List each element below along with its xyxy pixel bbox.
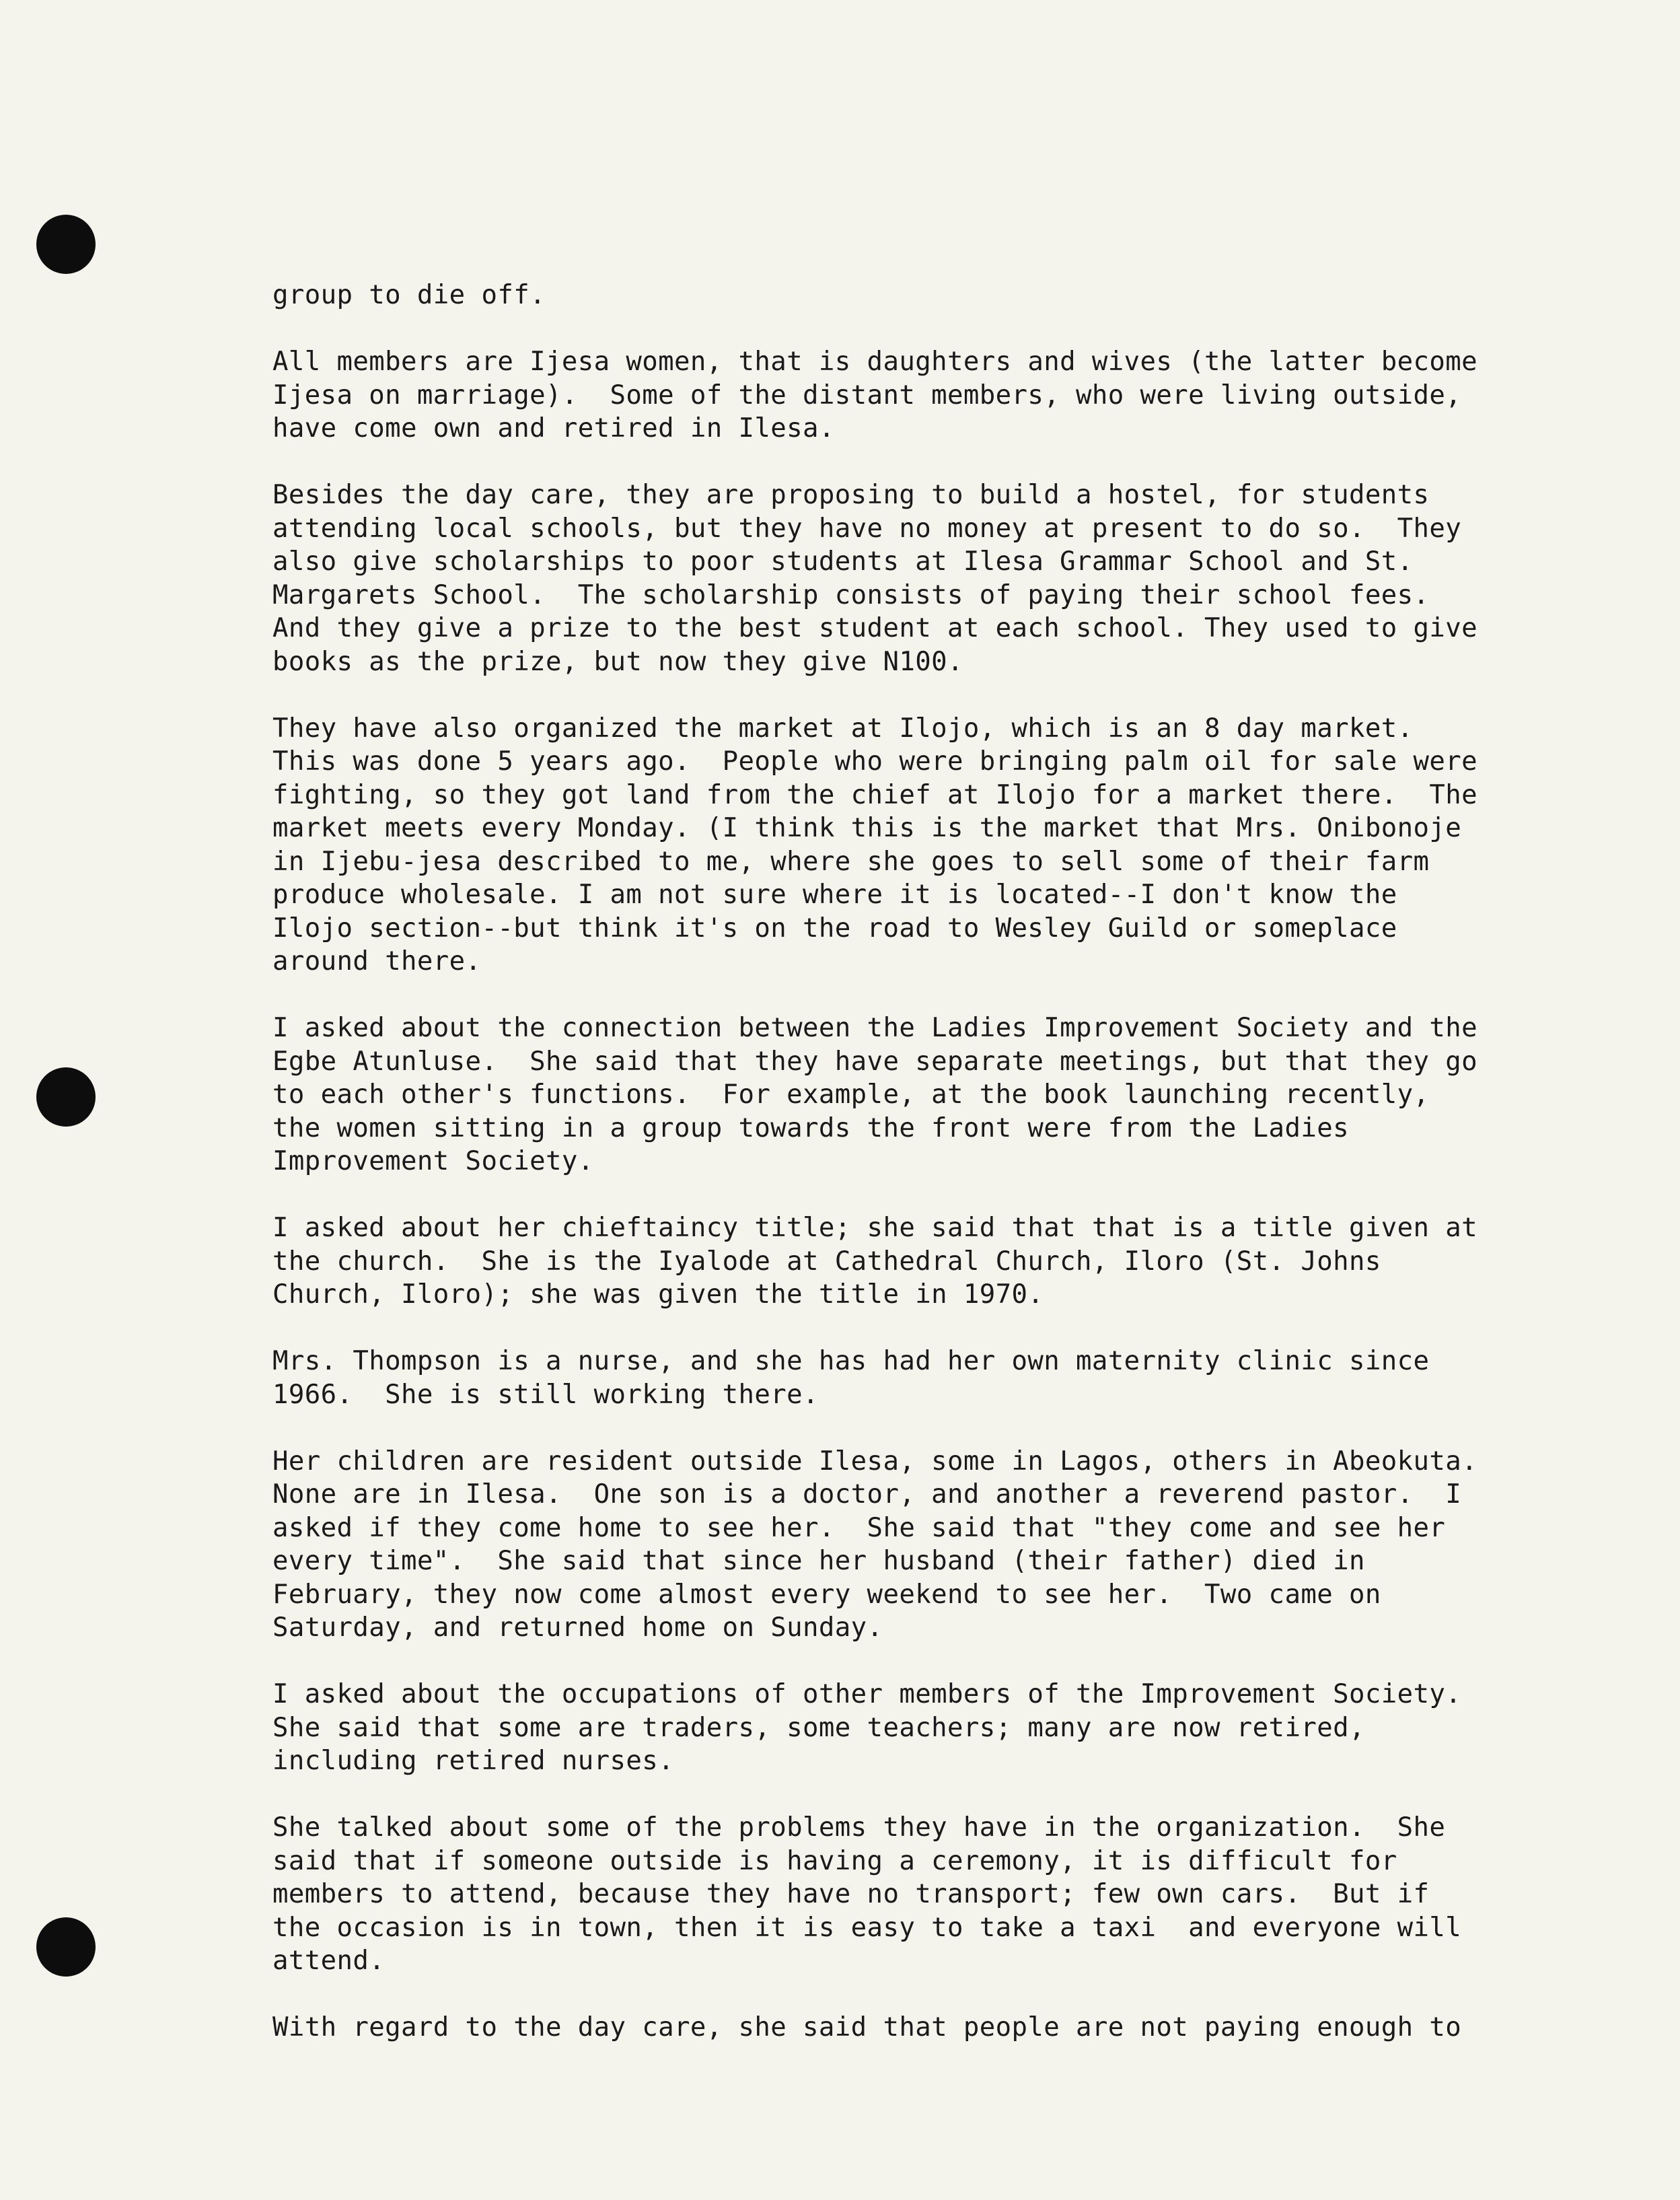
punch-hole-bottom	[36, 1917, 96, 1977]
paragraph-10: She talked about some of the problems they have in the organization. She said that if someone outside is having a ceremony, it is difficult for members to attend, because they have no transport; few own cars. But if the occasion is in town, then it is easy to take a taxi and everyone will attend.	[272, 1812, 1462, 1976]
paragraph-5: I asked about the connection between the Ladies Improvement Society and the Egbe Atunluse. She said that they have separate meetings, but that they go to each other's functions. For example, at the book launching recently, the women sitting in a group towards the front were from the Ladies Improvement Society.	[272, 1013, 1477, 1176]
punch-hole-top	[36, 215, 96, 274]
paragraph-11: With regard to the day care, she said that people are not paying enough to	[272, 2012, 1462, 2043]
document-body	[272, 279, 1537, 2078]
paragraph-8: Her children are resident outside Ilesa, some in Lagos, others in Abeokuta. None are in Ilesa. One son is a doctor, and another a reverend pastor. I asked if they come home to see her. She said that "they come and see her every time". She said that since her husband (their father) died in February, they now come almost every weekend to see her. Two came on Saturday, and returned home on Sunday.	[272, 1446, 1477, 1643]
paragraph-3: Besides the day care, they are proposing to build a hostel, for students attending local schools, but they have no money at present to do so. They also give scholarships to poor students at Ilesa Grammar School and St. Margarets School. The scholarship consists of paying their school fees. And they give a prize to the best student at each school. They used to give books as the prize, but now they give N100.	[272, 480, 1477, 677]
paragraph-6: I asked about her chieftaincy title; she said that that is a title given at the church. She is the Iyalode at Cathedral Church, Iloro (St. Johns Church, Iloro); she was given the title in 1970.	[272, 1213, 1477, 1310]
paragraph-1: group to die off.	[272, 280, 546, 310]
paragraph-9: I asked about the occupations of other members of the Improvement Society. She said that some are traders, some teachers; many are now retired, including retired nurses.	[272, 1679, 1462, 1776]
paragraph-2: All members are Ijesa women, that is daughters and wives (the latter become Ijesa on marriage). Some of the distant members, who were living outside, have come own and retired in Ilesa.	[272, 347, 1477, 443]
paragraph-4: They have also organized the market at Ilojo, which is an 8 day market. This was done 5 years ago. People who were bringing palm oil for sale were fighting, so they got land from the chief at Ilojo for a market there. The market meets every Monday. (I think this is the market that Mrs. Onibonoje in Ijebu-jesa described to me, where she goes to sell some of their farm produce wholesale. I am not sure where it is located--I don't know the Ilojo section--but think it's on the road to Wesley Guild or someplace around there.	[272, 713, 1477, 977]
paragraph-7: Mrs. Thompson is a nurse, and she has had her own maternity clinic since 1966. She is still working there.	[272, 1346, 1430, 1410]
punch-hole-middle	[36, 1067, 96, 1127]
